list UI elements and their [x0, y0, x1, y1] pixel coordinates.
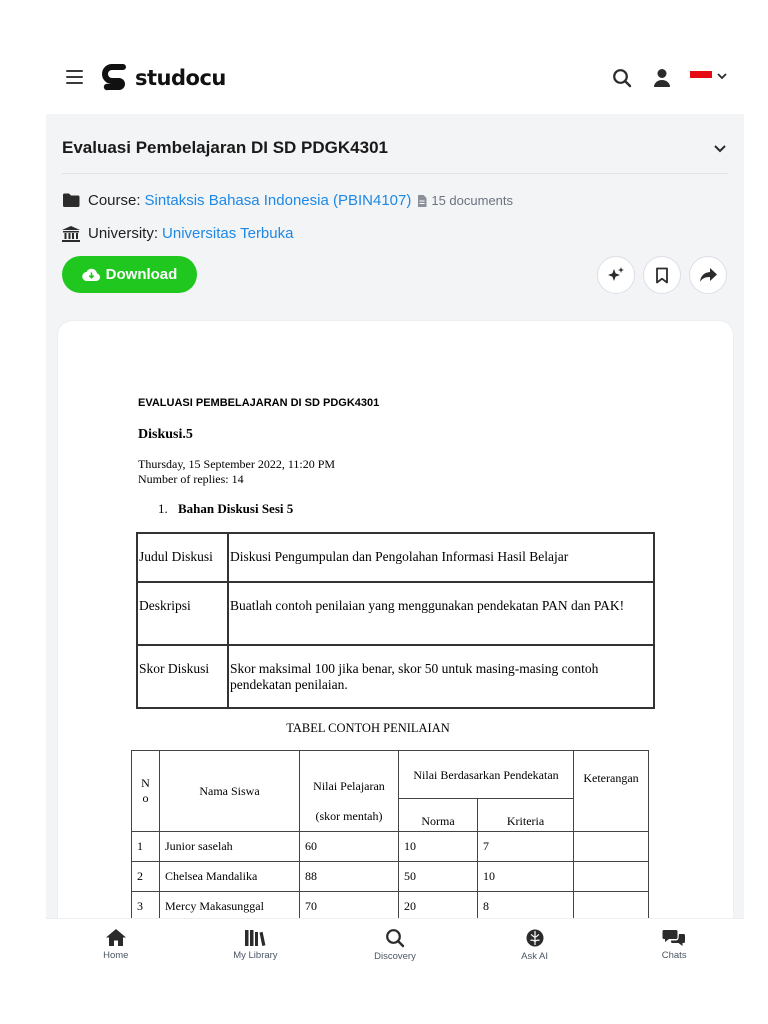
cloud-download-icon	[82, 267, 101, 282]
nav-discovery[interactable]	[325, 919, 465, 968]
table-cell: 10	[478, 862, 574, 892]
nav-label: Chats	[661, 950, 687, 961]
header-score-sub: (skor mentah)	[315, 809, 383, 823]
nav-label: Ask AI	[521, 951, 549, 962]
table-cell: 70	[300, 892, 399, 922]
table-row	[137, 582, 654, 645]
header-score	[300, 751, 399, 832]
header-name: Nama Siswa	[160, 751, 300, 832]
document-title: Evaluasi Pembelajaran DI SD PDGK4301	[62, 138, 388, 157]
table-cell	[574, 892, 649, 922]
chevron-down-icon[interactable]	[712, 140, 728, 161]
table-row	[132, 862, 649, 892]
brand-name: studocu	[135, 66, 226, 90]
course-row	[62, 192, 513, 209]
table-cell: Skor maksimal 100 jika benar, skor 50 untuk masing-masing contoh pendekatan penilaian.	[228, 645, 654, 708]
pdf-heading: EVALUASI PEMBELAJARAN DI SD PDGK4301	[138, 397, 380, 409]
university-row	[62, 225, 293, 242]
table-row	[137, 533, 654, 582]
table-cell: Deskripsi	[137, 582, 228, 645]
documents-count-text: 15 documents	[431, 193, 514, 208]
table-cell: 3	[132, 892, 160, 922]
university-label: University:	[88, 225, 159, 242]
header-norma: Norma	[399, 799, 478, 832]
indonesia-flag-icon[interactable]	[690, 71, 712, 85]
table-cell: 50	[399, 862, 478, 892]
table-cell: 7	[478, 832, 574, 862]
table-cell	[574, 832, 649, 862]
nav-ask-ai[interactable]	[465, 919, 605, 968]
table-row	[137, 645, 654, 708]
bottom-navigation	[46, 918, 744, 968]
studocu-logo[interactable]	[101, 63, 226, 93]
header-no: N o	[132, 751, 160, 832]
header-approach: Nilai Berdasarkan Pendekatan	[399, 751, 574, 799]
table-cell: 2	[132, 862, 160, 892]
ai-sparkle-button[interactable]	[597, 256, 635, 294]
user-icon[interactable]	[650, 66, 674, 90]
pdf-date-block	[138, 457, 335, 487]
nav-label: My Library	[233, 950, 278, 961]
bookmark-button[interactable]	[643, 256, 681, 294]
nav-my-library[interactable]	[186, 919, 326, 968]
pdf-replies: Number of replies: 14	[138, 472, 244, 486]
search-icon	[385, 928, 405, 948]
document-icon	[417, 195, 427, 207]
header-notes: Keterangan	[574, 751, 649, 832]
share-button[interactable]	[689, 256, 727, 294]
search-icon[interactable]	[610, 66, 634, 90]
header-kriteria: Kriteria	[478, 799, 574, 832]
table-cell: Chelsea Mandalika	[160, 862, 300, 892]
pdf-discussion-title: Diskusi.5	[138, 427, 193, 442]
table-row	[132, 892, 649, 922]
table-cell: 1	[132, 832, 160, 862]
pdf-list-item	[158, 501, 293, 517]
nav-label: Home	[103, 950, 129, 961]
table-cell: Judul Diskusi	[137, 533, 228, 582]
table-row	[132, 832, 649, 862]
chevron-down-icon[interactable]	[716, 69, 728, 87]
folder-icon	[62, 193, 80, 208]
pdf-date: Thursday, 15 September 2022, 11:20 PM	[138, 457, 336, 471]
score-table	[131, 750, 649, 922]
bookmark-icon	[655, 267, 669, 284]
table-cell: Buatlah contoh penilaian yang menggunakan pendekatan PAN dan PAK!	[228, 582, 654, 645]
nav-home[interactable]	[46, 919, 186, 968]
header-score-label: Nilai Pelajaran	[313, 779, 385, 793]
doc-title-row[interactable]	[62, 138, 728, 174]
table-cell: 60	[300, 832, 399, 862]
nav-chats[interactable]	[604, 919, 744, 968]
chats-icon	[662, 928, 686, 947]
table-caption: TABEL CONTOH PENILAIAN	[286, 721, 450, 735]
university-icon	[62, 226, 80, 242]
table-cell: Skor Diskusi	[137, 645, 228, 708]
document-preview[interactable]	[58, 321, 733, 941]
table-cell: 8	[478, 892, 574, 922]
library-icon	[244, 928, 266, 947]
table-cell: 20	[399, 892, 478, 922]
documents-count	[417, 193, 513, 208]
university-link[interactable]: Universitas Terbuka	[162, 225, 294, 242]
share-arrow-icon	[699, 267, 718, 283]
table-cell: Junior saselah	[160, 832, 300, 862]
table-cell: Diskusi Pengumpulan dan Pengolahan Informasi Hasil Belajar	[228, 533, 654, 582]
course-label: Course:	[88, 192, 141, 209]
download-label: Download	[105, 266, 178, 283]
menu-icon[interactable]	[66, 70, 83, 84]
table-header-row	[132, 751, 649, 799]
sparkle-icon	[607, 266, 625, 284]
download-button[interactable]	[62, 256, 197, 293]
table-cell: 88	[300, 862, 399, 892]
discussion-info-table	[136, 532, 655, 709]
list-number: 1.	[158, 501, 168, 516]
studocu-logo-icon	[101, 63, 131, 93]
table-cell: Mercy Makasunggal	[160, 892, 300, 922]
home-icon	[105, 928, 127, 947]
ai-brain-icon	[525, 928, 545, 948]
table-cell	[574, 862, 649, 892]
course-link[interactable]: Sintaksis Bahasa Indonesia (PBIN4107)	[144, 192, 412, 209]
nav-label: Discovery	[374, 951, 416, 962]
list-text: Bahan Diskusi Sesi 5	[178, 501, 294, 516]
table-cell: 10	[399, 832, 478, 862]
top-bar	[46, 52, 744, 104]
